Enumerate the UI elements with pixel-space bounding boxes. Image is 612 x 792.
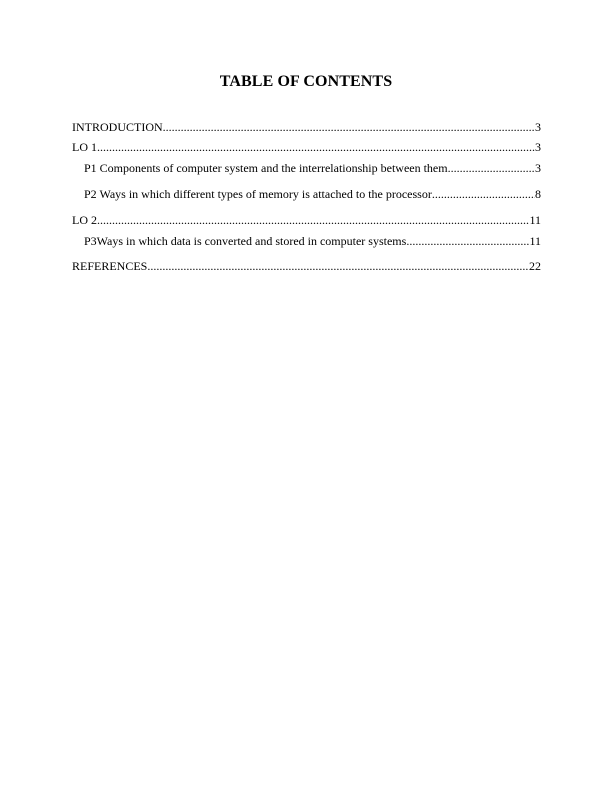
toc-entry-lo1[interactable] [72, 140, 541, 154]
toc-entry-text: P3Ways in which data is converted and stored in computer systems [84, 234, 407, 248]
toc-entry-references[interactable] [72, 259, 541, 273]
toc-entry-text: INTRODUCTION [72, 120, 163, 134]
toc-dot-leader [406, 234, 529, 248]
toc-page-number: 11 [529, 213, 541, 227]
toc-title: TABLE OF CONTENTS [219, 73, 393, 90]
toc-page-number: 3 [535, 140, 541, 154]
toc-entry-text: P2 Ways in which different types of memory is attached to the processor [84, 187, 432, 201]
toc-entry-text: P1 Components of computer system and the interrelationship between them [84, 161, 448, 175]
toc-page-number: 22 [529, 259, 541, 273]
toc-entry-p3[interactable] [72, 234, 541, 248]
toc-page-number: 8 [535, 187, 541, 201]
toc-entry-lo2[interactable] [72, 213, 541, 227]
toc-dot-leader [147, 259, 529, 273]
toc-page-number: 3 [535, 120, 541, 134]
toc-entry-p2[interactable] [72, 187, 541, 201]
toc-entry-text: LO 1 [72, 140, 97, 154]
toc-dot-leader [97, 140, 535, 154]
toc-entry-text: LO 2 [72, 213, 97, 227]
toc-page-number: 11 [529, 234, 541, 248]
toc-dot-leader [448, 161, 535, 175]
toc-entry-introduction[interactable] [72, 120, 541, 134]
toc-dot-leader [432, 187, 535, 201]
toc-dot-leader [163, 120, 535, 134]
toc-entry-p1[interactable] [72, 161, 541, 175]
toc-page-number: 3 [535, 161, 541, 175]
toc-entry-text: REFERENCES [72, 259, 148, 273]
toc-dot-leader [97, 213, 529, 227]
